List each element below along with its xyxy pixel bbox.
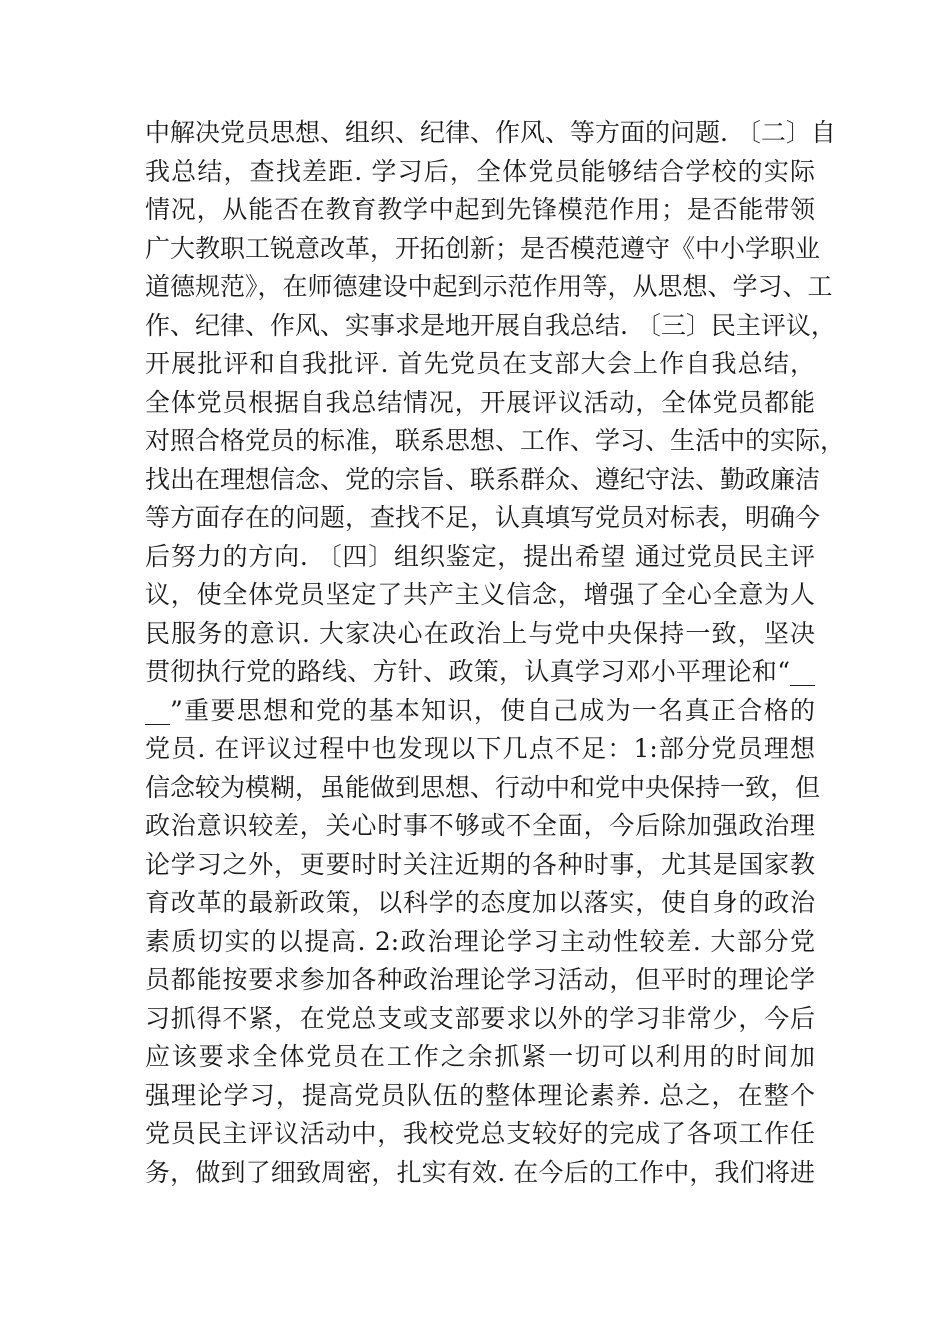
text-line: 信念较为模糊，虽能做到思想、行动中和党中央保持一致，但 — [145, 772, 821, 802]
text-line: 广大教职工锐意改革，开拓创新；是否模范遵守《中小学职业 — [145, 233, 821, 263]
text-line: 党员. 在评议过程中也发现以下几点不足：1:部分党员理想 — [145, 734, 815, 763]
text-line: 后努力的方向. 〔四〕组织鉴定，提出希望 通过党员民主评 — [145, 541, 815, 571]
text-line: 应该要求全体党员在工作之余抓紧一切可以利用的时间加 — [145, 1042, 815, 1071]
text-line: 中解决党员思想、组织、纪律、作风、等方面的问题. 〔二〕自 — [145, 118, 836, 147]
text-line: 我总结，查找差距. 学习后，全体党员能够结合学校的实际 — [145, 156, 815, 186]
text-line: 党员民主评议活动中，我校党总支较好的完成了各项工作任 — [145, 1119, 815, 1148]
text-line: 民服务的意识. 大家决心在政治上与党中央保持一致，坚决 — [145, 618, 815, 648]
text-line: 对照合格党员的标准，联系思想、工作、学习、生活中的实际， — [145, 426, 846, 455]
text-line: 习抓得不紧，在党总支或支部要求以外的学习非常少，今后 — [145, 1003, 815, 1033]
text-line: 强理论学习，提高党员队伍的整体理论素养. 总之，在整个 — [145, 1080, 815, 1110]
text-line: 全体党员根据自我总结情况，开展评议活动，全体党员都能 — [145, 387, 815, 417]
text-line: 素质切实的以提高. 2:政治理论学习主动性较差. 大部分党 — [145, 926, 815, 956]
text-line: 道德规范》，在师德建设中起到示范作用等，从思想、学习、工 — [145, 272, 833, 301]
text-line: __”重要思想和党的基本知识，使自己成为一名真正合格的 — [145, 695, 815, 725]
text-line: 贯彻执行党的路线、方针、政策，认真学习邓小平理论和“__ — [145, 657, 815, 686]
text-line: 育改革的最新政策，以科学的态度加以落实，使自身的政治 — [145, 888, 815, 917]
document-body — [145, 114, 846, 1192]
text-line: 开展批评和自我批评. 首先党员在支部大会上作自我总结， — [145, 349, 815, 378]
text-line: 等方面存在的问题，查找不足，认真填写党员对标表，明确今 — [145, 503, 821, 532]
text-line: 务，做到了细致周密，扎实有效. 在今后的工作中，我们将进 — [145, 1157, 815, 1187]
text-line: 作、纪律、作风、实事求是地开展自我总结. 〔三〕民主评议， — [145, 310, 836, 340]
text-line: 找出在理想信念、党的宗旨、联系群众、遵纪守法、勤政廉洁 — [145, 464, 821, 494]
text-line: 政治意识较差，关心时事不够或不全面，今后除加强政治理 — [145, 811, 815, 840]
text-line: 议，使全体党员坚定了共产主义信念，增强了全心全意为人 — [145, 580, 815, 609]
text-line: 论学习之外，更要时时关注近期的各种时事，尤其是国家教 — [145, 849, 815, 879]
text-line: 情况，从能否在教育教学中起到先锋模范作用；是否能带领 — [145, 195, 815, 224]
text-line: 员都能按要求参加各种政治理论学习活动，但平时的理论学 — [145, 965, 815, 994]
